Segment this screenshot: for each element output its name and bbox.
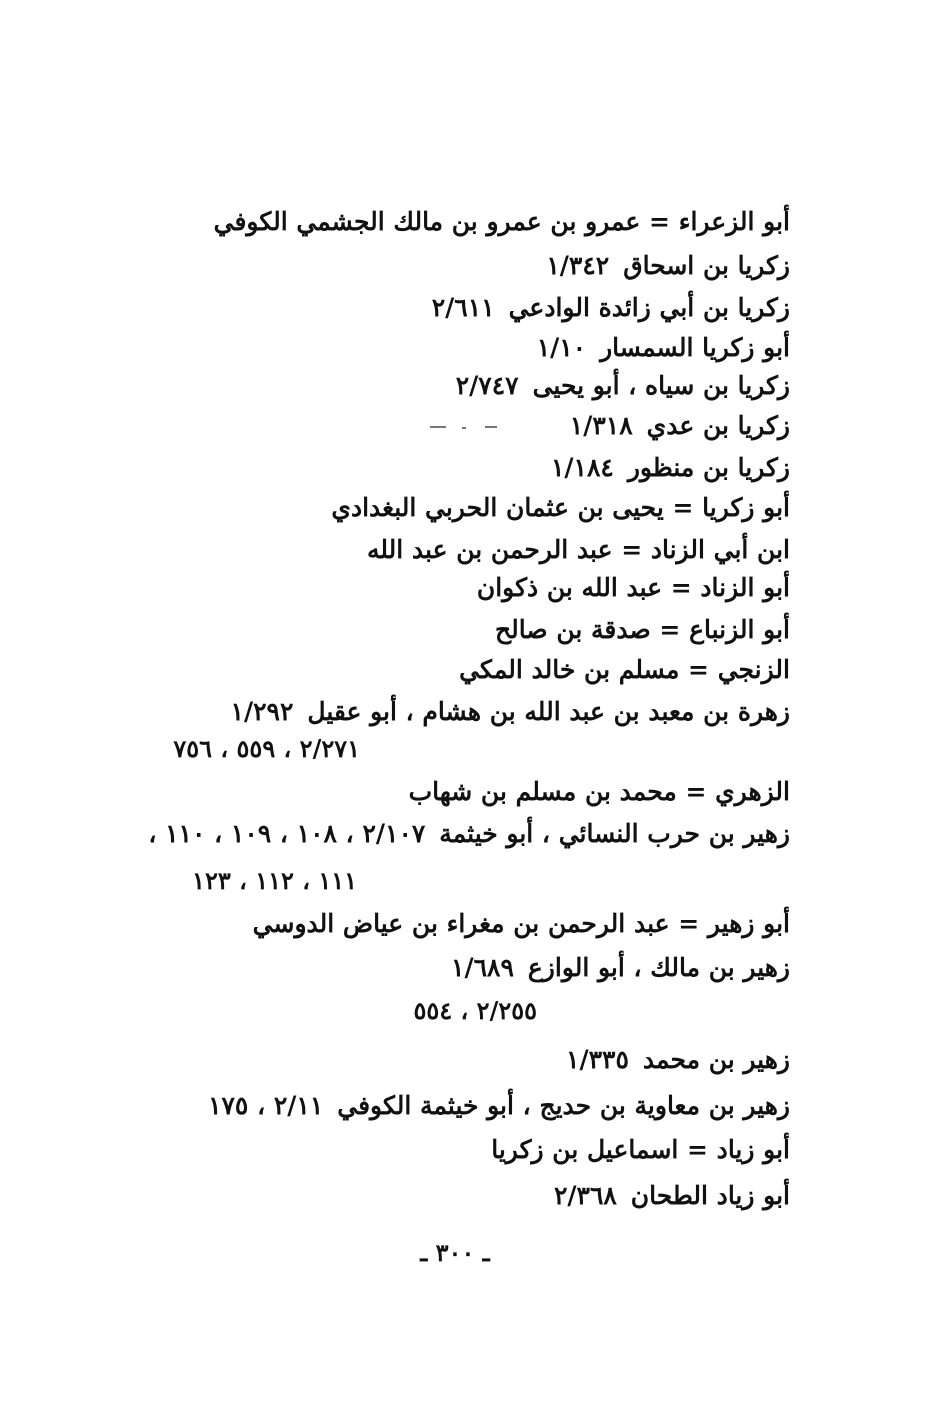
index-entry — [551, 452, 790, 484]
entry-refs-continuation: ٢/٢٧١ ، ٥٥٩ ، ٧٥٦ — [173, 734, 360, 763]
entry-name: زهير بن حرب النسائي ، أبو خيثمة — [439, 819, 790, 848]
entry-name: زهير بن محمد — [642, 1045, 790, 1074]
index-entry — [432, 292, 790, 324]
entry-name: أبو الزعراء = عمرو بن عمرو بن مالك الجشمي الكوفي — [213, 207, 790, 236]
entry-refs: ١/٦٨٩ — [451, 953, 514, 982]
entry-refs: ٢/٣٦٨ — [553, 1181, 617, 1210]
entry-name: أبو زكريا السمسار — [600, 333, 790, 362]
index-entry — [208, 1090, 790, 1122]
index-entry — [456, 370, 790, 402]
index-entry — [148, 818, 790, 850]
index-entry — [546, 250, 790, 282]
entry-name: ابن أبي الزناد = عبد الرحمن بن عبد الله — [366, 535, 790, 564]
scan-speck — [430, 426, 446, 428]
entry-name: زكريا بن عدي — [646, 411, 790, 440]
index-entry — [409, 776, 790, 808]
index-entry — [537, 332, 790, 364]
entry-name: زهرة بن معبد بن عبد الله بن هشام ، أبو عقيل — [307, 697, 790, 726]
entry-refs: ١/١٠ — [536, 333, 587, 362]
entry-name: زهير بن معاوية بن حديج ، أبو خيثمة الكوفي — [337, 1091, 790, 1120]
scan-speck — [462, 427, 466, 429]
index-entry — [231, 696, 790, 728]
index-entry — [367, 534, 790, 566]
entry-name: الزهري = محمد بن مسلم بن شهاب — [408, 777, 790, 806]
entry-name: زكريا بن أبي زائدة الوادعي — [508, 293, 790, 322]
entry-name: أبو الزنباع = صدقة بن صالح — [495, 615, 790, 644]
scan-speck — [485, 426, 497, 428]
index-entry — [459, 654, 790, 686]
entry-refs-continuation: ١١١ ، ١١٢ ، ١٢٣ — [192, 866, 357, 895]
page-number: ـ ٣٠٠ ـ — [420, 1238, 490, 1267]
entry-name: زهير بن مالك ، أبو الوازع — [527, 953, 790, 982]
entry-name: الزنجي = مسلم بن خالد المكي — [459, 655, 790, 684]
entry-refs: ٢/٧٤٧ — [455, 371, 519, 400]
entry-refs: ٢/٦١١ — [431, 293, 495, 322]
entry-refs: ٢/١٠٧ ، ١٠٨ ، ١٠٩ ، ١١٠ ، — [148, 819, 426, 848]
index-entry — [331, 492, 790, 524]
index-entry — [495, 614, 790, 646]
index-entry — [554, 1180, 790, 1212]
entry-refs: ١/٢٩٢ — [230, 697, 294, 726]
index-entry — [570, 410, 790, 442]
entry-name: زكريا بن اسحاق — [623, 251, 790, 280]
entry-refs: ١/٣٣٥ — [566, 1045, 629, 1074]
index-entry — [253, 908, 790, 940]
entry-refs: ١/٣٤٢ — [546, 251, 610, 280]
index-entry — [566, 1044, 790, 1076]
index-entry — [491, 1134, 790, 1166]
entry-name: أبو الزناد = عبد الله بن ذكوان — [476, 573, 790, 602]
entry-name: أبو زهير = عبد الرحمن بن مغراء بن عياض الدوسي — [252, 909, 790, 938]
entry-name: أبو زكريا = يحيى بن عثمان الحربي البغدادي — [331, 493, 790, 522]
index-entry — [451, 952, 790, 984]
entry-name: زكريا بن سياه ، أبو يحيى — [532, 371, 790, 400]
entry-refs-continuation: ٢/٢٥٥ ، ٥٥٤ — [413, 996, 537, 1025]
index-entry — [477, 572, 790, 604]
entry-refs: ١/١٨٤ — [550, 453, 614, 482]
entry-name: زكريا بن منظور — [627, 453, 790, 482]
entry-refs: ١/٣١٨ — [569, 411, 633, 440]
entry-refs: ٢/١١ ، ١٧٥ — [208, 1091, 324, 1120]
entry-name: أبو زياد الطحان — [630, 1181, 790, 1210]
entry-name: أبو زياد = اسماعيل بن زكريا — [491, 1135, 790, 1164]
index-entry — [214, 206, 790, 238]
